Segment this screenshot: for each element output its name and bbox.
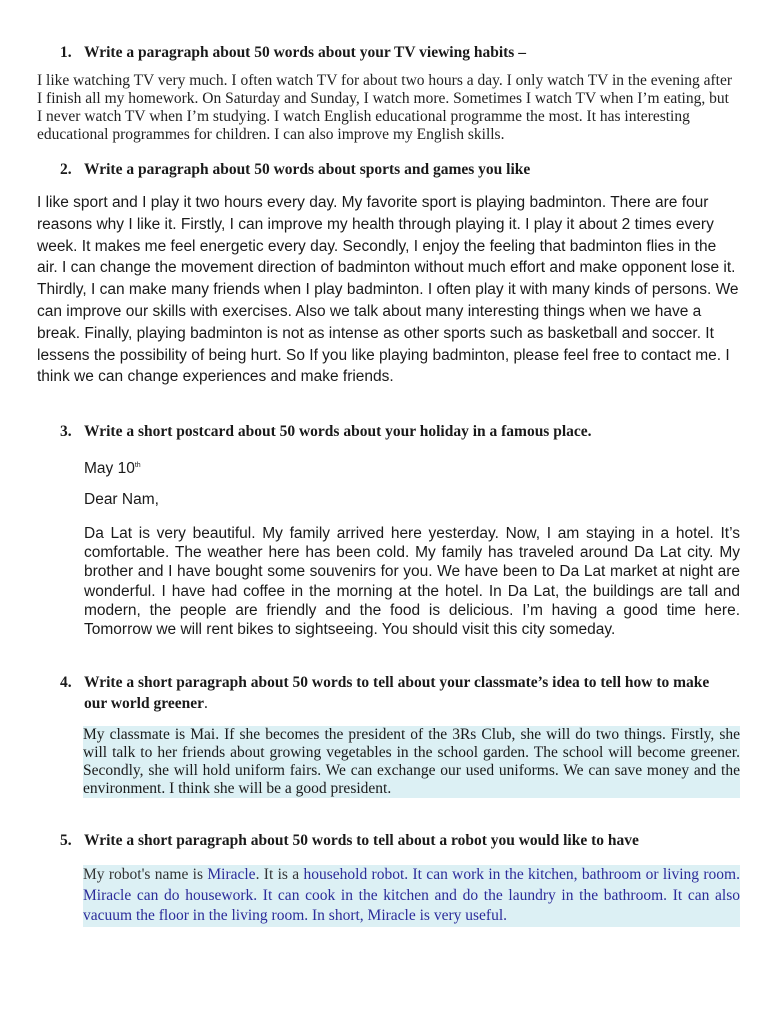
question-5-number: 5. xyxy=(60,832,72,849)
question-1-text: Write a paragraph about 50 words about your TV viewing habits – xyxy=(84,44,526,61)
question-5 xyxy=(60,831,744,851)
answer-5-robot-name: Miracle xyxy=(207,866,256,883)
answer-5 xyxy=(83,865,740,927)
question-4-number: 4. xyxy=(60,674,72,691)
question-4 xyxy=(60,672,734,714)
question-1-number: 1. xyxy=(60,44,72,61)
question-2-text: Write a paragraph about 50 words about sports and games you like xyxy=(84,161,531,178)
question-1 xyxy=(60,43,744,63)
question-5-text: Write a short paragraph about 50 words to tell about a robot you would like to have xyxy=(84,832,639,849)
answer-2: I like sport and I play it two hours every day. My favorite sport is playing badminton. There are four reasons why I like it. Firstly, I can improve my health through playing it. I play it about 2 times every week. It makes me feel energetic every day. Secondly, I enjoy the feeling that badminton flies in the air. I can change the movement direction of badminton without much effort and make opponent lose it. Thirdly, I can make many friends when I play badminton. I often play it with many kinds of persons. We can improve our skills with exercises. Also we talk about many interesting things when we have a break. Finally, playing badminton is not as intense as other sports such as basketball and soccer. It lessens the possibility of being hurt. So If you like playing badminton, please feel free to contact me. I think we can change experiences and make friends. xyxy=(37,194,739,386)
question-2 xyxy=(60,160,744,180)
postcard-date xyxy=(84,455,384,480)
answer-5-part3: . It is a xyxy=(255,866,304,883)
question-4-period: . xyxy=(203,695,208,712)
postcard-body: Da Lat is very beautiful. My family arrived here yesterday. Now, I am staying in a hotel. It’s comfortable. The weather here has been cold. My family has traveled around Da Lat city. My brother and I have bought some souvenirs for you. We have been to Da Lat market at night are wonderful. I have had coffee in the morning at the hotel. In Da Lat, the buildings are tall and modern, the people are friendly and the food is delicious. I’m having a good time here. Tomorrow we will rent bikes to sightseeing. You should visit this city someday. xyxy=(84,525,740,639)
question-3-text: Write a short postcard about 50 words about your holiday in a famous place. xyxy=(84,423,592,440)
question-3-number: 3. xyxy=(60,423,72,440)
answer-5-part1: My robot's name is xyxy=(83,866,208,883)
answer-4: My classmate is Mai. If she becomes the president of the 3Rs Club, she will do two things. Firstly, she will talk to her friends about growing vegetables in the school garden. The school will become greener. Secondly, she will hold uniform fairs. We can exchange our used uniforms. We can save money and the environment. I think she will be a good president. xyxy=(83,726,740,797)
postcard-date-suffix: th xyxy=(134,462,141,469)
postcard-greeting: Dear Nam, xyxy=(84,491,159,508)
question-2-number: 2. xyxy=(60,161,72,178)
question-4-text: Write a short paragraph about 50 words to tell about your classmate’s idea to tell how to make our world greener xyxy=(84,674,710,712)
answer-1: I like watching TV very much. I often watch TV for about two hours a day. I only watch TV in the evening after I finish all my homework. On Saturday and Sunday, I watch more. Sometimes I watch TV when I’m eating, but I never watch TV when I’m studying. I watch English educational programme the most. It has interesting educational programmes for children. I can also improve my English skills. xyxy=(37,72,733,143)
answer-5-part4: household robot. It can work in the kitchen, bathroom or living room. Miracle can do housework. It can cook in the kitchen and do the laundry in the bathroom. It can also vacuum the floor in the living room. In short, Miracle is very useful. xyxy=(83,866,740,924)
postcard-date-text: May 10 xyxy=(84,460,135,478)
question-3 xyxy=(60,422,744,442)
